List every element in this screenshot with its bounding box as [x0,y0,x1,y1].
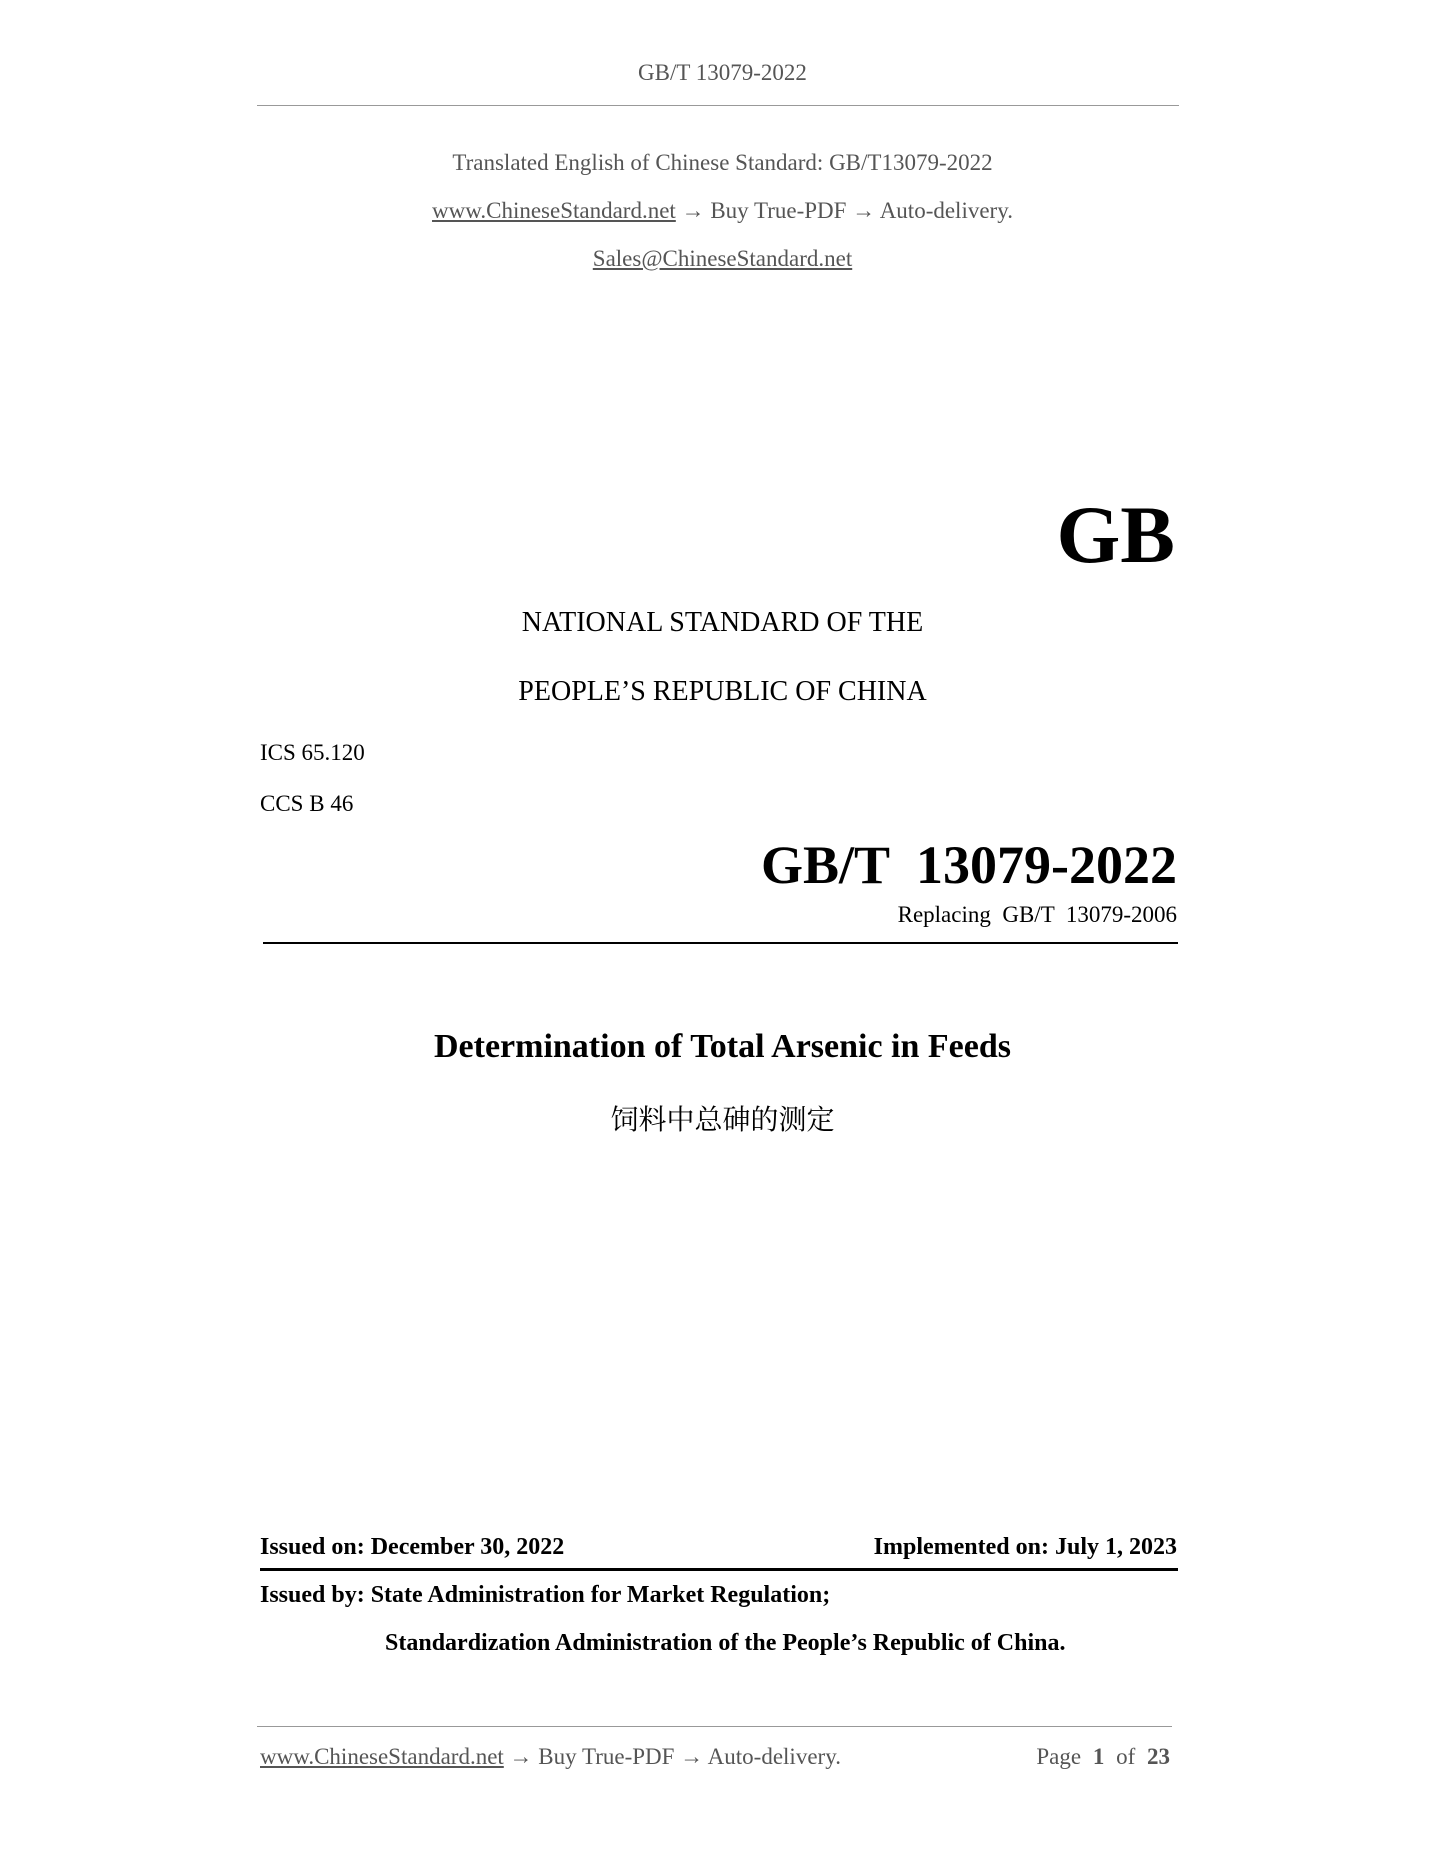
national-standard-line2: PEOPLE’S REPUBLIC OF CHINA [518,676,927,707]
arrow-right-icon: → [680,1744,704,1769]
chinesestandard-link[interactable]: www.ChineseStandard.net [432,198,676,223]
of-label: of [1116,1744,1136,1769]
footer-chinesestandard-link[interactable]: www.ChineseStandard.net [260,1744,504,1769]
issued-by-line2: Standardization Administration of the People’s Republic of China. [385,1630,1066,1656]
page-indicator [1036,1744,1170,1770]
ccs-code: CCS B 46 [260,791,354,816]
number-rule [263,942,1178,944]
buy-true-pdf-text: Buy True-PDF [710,198,847,223]
footer-rule [257,1726,1172,1727]
arrow-right-icon: → [509,1744,533,1769]
replacing-standard: Replacing GB/T 13079-2006 [897,902,1177,927]
header-rule [257,105,1179,106]
gb-mark: GB [1056,489,1175,580]
translation-notice: Translated English of Chinese Standard: GB/T13079-2022 [452,150,993,175]
arrow-right-icon: → [852,198,876,223]
issued-on-date: Issued on: December 30, 2022 [260,1534,565,1560]
national-standard-line1: NATIONAL STANDARD OF THE [521,607,924,638]
implemented-on-date: Implemented on: July 1, 2023 [873,1534,1177,1560]
running-header: GB/T 13079-2022 [638,60,807,85]
page-number: 1 [1092,1744,1105,1769]
page-label: Page [1036,1744,1082,1769]
arrow-right-icon: → [681,198,705,223]
title-english: Determination of Total Arsenic in Feeds [433,1028,1012,1065]
title-chinese: 饲料中总砷的测定 [610,1103,835,1136]
footer-links-line [260,1744,841,1770]
sales-email-line [0,246,1445,272]
footer-auto-delivery-text: Auto-delivery. [707,1744,841,1769]
issued-by-line1: Issued by: State Administration for Market Regulation; [260,1582,831,1608]
ics-code: ICS 65.120 [260,740,365,765]
sales-email-link[interactable]: Sales@ChineseStandard.net [592,246,853,271]
notice-links-line [0,198,1445,224]
page-total: 23 [1147,1744,1170,1769]
footer-buy-true-pdf-text: Buy True-PDF [538,1744,675,1769]
standard-number: GB/T 13079-2022 [760,835,1177,895]
auto-delivery-text: Auto-delivery. [879,198,1013,223]
dates-rule [260,1568,1178,1571]
